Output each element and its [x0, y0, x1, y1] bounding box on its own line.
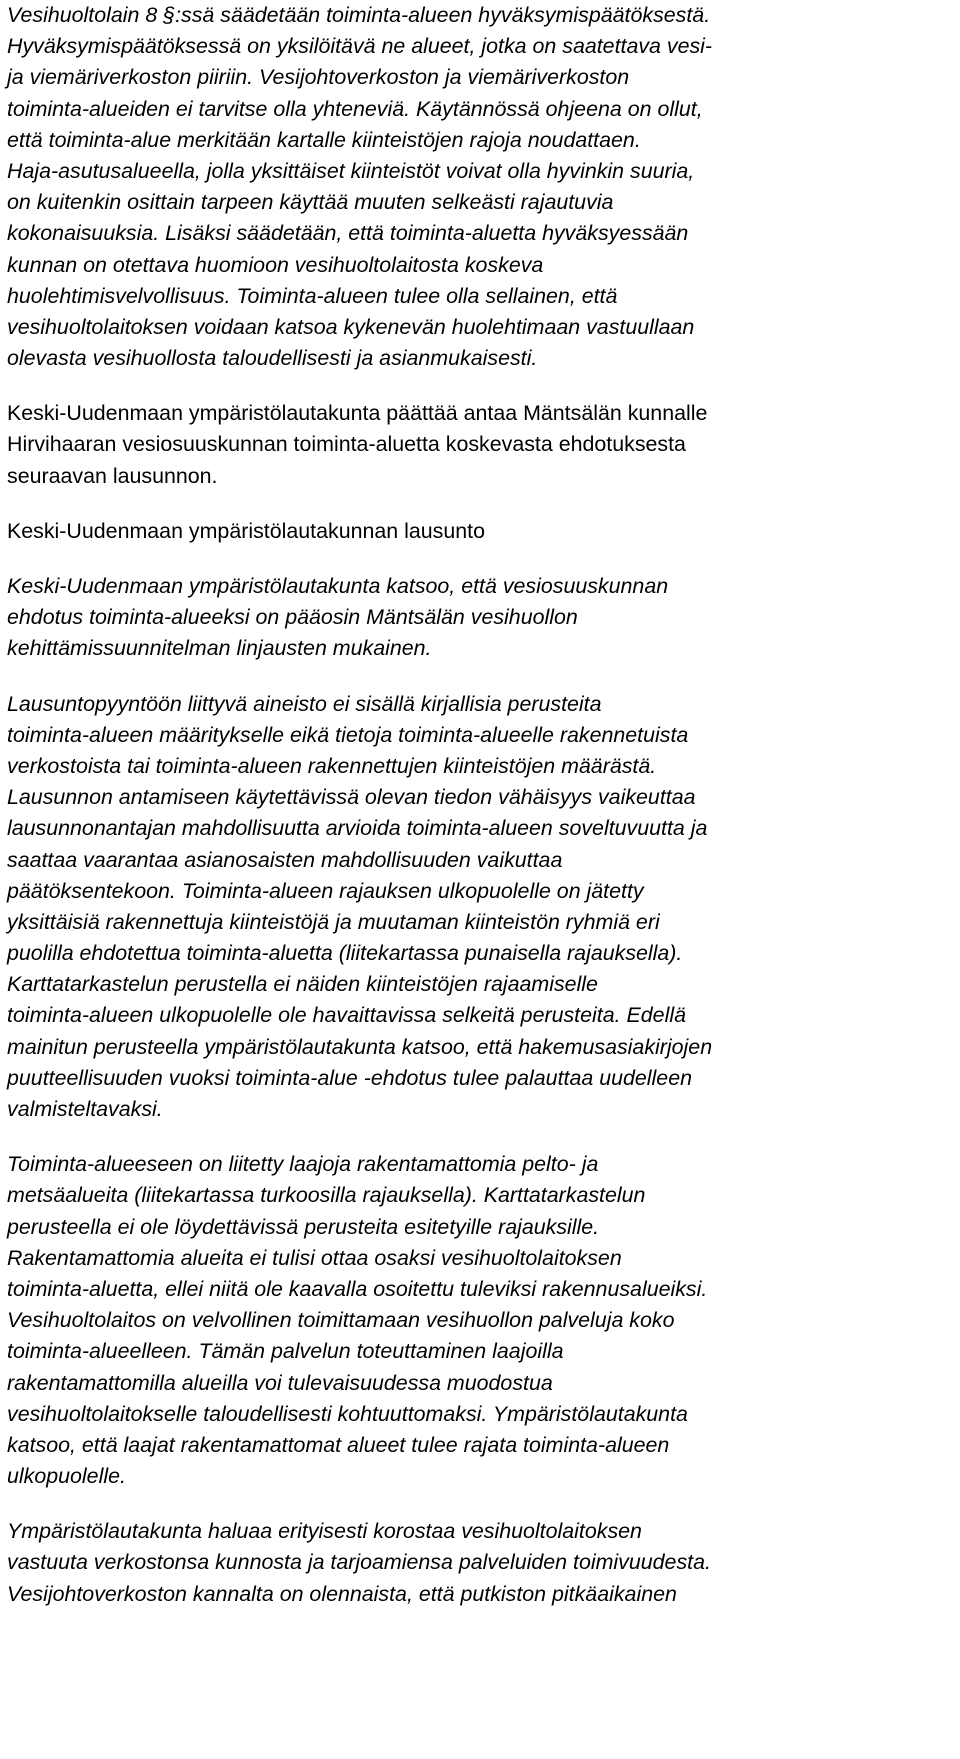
paragraph-water-supply-law [7, 0, 955, 374]
text-line: kunnan on otettava huomioon vesihuoltolaitosta koskeva [7, 252, 544, 277]
text-line: rakentamattomilla alueilla voi tulevaisuudessa muodostua [7, 1370, 553, 1395]
paragraph-gap [7, 547, 955, 571]
text-line: Ympäristölautakunta haluaa erityisesti korostaa vesihuoltolaitoksen [7, 1519, 642, 1544]
text-line: seuraavan lausunnon. [7, 463, 218, 488]
text-line: mainitun perusteella ympäristölautakunta katsoo, että hakemusasiakirjojen [7, 1034, 713, 1059]
text-line: on kuitenkin osittain tarpeen käyttää muuten selkeästi rajautuvia [7, 190, 614, 215]
text-line: ehdotus toiminta-alueeksi on pääosin Mäntsälän vesihuollon [7, 605, 578, 630]
text-line: toiminta-alueelleen. Tämän palvelun toteuttaminen laajoilla [7, 1339, 564, 1364]
text-line: perusteella ei ole löydettävissä perusteita esitetyille rajauksille. [7, 1214, 600, 1239]
text-line: Keski-Uudenmaan ympäristölautakunnan lausunto [7, 518, 486, 543]
text-line: ja viemäriverkoston piiriin. Vesijohtoverkoston ja viemäriverkoston [7, 65, 630, 90]
text-line: Keski-Uudenmaan ympäristölautakunta päättää antaa Mäntsälän kunnalle [7, 401, 708, 426]
text-line: Lausunnon antamiseen käytettävissä olevan tiedon vähäisyys vaikeuttaa [7, 785, 696, 810]
text-line: vesihuoltolaitokselle taloudellisesti kohtuuttomaksi. Ympäristölautakunta [7, 1401, 688, 1426]
text-line: verkostoista tai toiminta-alueen rakennettujen kiinteistöjen määrästä. [7, 753, 657, 778]
text-line: että toiminta-alue merkitään kartalle kiinteistöjen rajoja noudattaen. [7, 127, 641, 152]
paragraph-gap [7, 1492, 955, 1516]
text-line: Vesihuoltolain 8 §:ssä säädetään toiminta-alueen hyväksymispäätöksestä. [7, 3, 711, 27]
text-line: Lausuntopyyntöön liittyvä aineisto ei sisällä kirjallisia perusteita [7, 691, 602, 716]
text-line: olevasta vesihuollosta taloudellisesti ja asianmukaisesti. [7, 346, 538, 371]
text-line: Karttatarkastelun perustella ei näiden kiinteistöjen rajaamiselle [7, 972, 598, 997]
paragraph-decision [7, 398, 955, 492]
text-line: Rakentamattomia alueita ei tulisi ottaa osaksi vesihuoltolaitoksen [7, 1245, 622, 1270]
text-line: vastuuta verkostonsa kunnosta ja tarjoamiensa palveluiden toimivuudesta. [7, 1550, 711, 1575]
paragraph-gap [7, 1125, 955, 1149]
text-line: Hirvihaaran vesiosuuskunnan toiminta-aluetta koskevasta ehdotuksesta [7, 432, 686, 457]
text-line: lausunnonantajan mahdollisuutta arvioida toiminta-alueen soveltuvuutta ja [7, 816, 708, 841]
document-page [7, 0, 955, 1610]
text-line: kehittämissuunnitelman linjausten mukainen. [7, 636, 432, 661]
text-line: puolilla ehdotettua toiminta-aluetta (liitekartassa punaisella rajauksella). [7, 941, 683, 966]
text-line: toiminta-alueen määritykselle eikä tietoja toiminta-alueelle rakennetuista [7, 722, 689, 747]
text-line: Hyväksymispäätöksessä on yksilöitävä ne alueet, jotka on saatettava vesi- [7, 34, 713, 59]
paragraph-unbuilt-areas [7, 1149, 955, 1492]
paragraph-gap [7, 374, 955, 398]
text-line: saattaa vaarantaa asianosaisten mahdollisuuden vaikuttaa [7, 847, 563, 872]
text-line: Haja-asutusalueella, jolla yksittäiset kiinteistöt voivat olla hyvinkin suuria, [7, 158, 695, 183]
text-line: Vesihuoltolaitos on velvollinen toimittamaan vesihuollon palveluja koko [7, 1308, 675, 1333]
paragraph-statement-summary [7, 571, 955, 665]
paragraph-network-responsibility [7, 1516, 955, 1610]
paragraph-gap [7, 665, 955, 689]
text-line: Keski-Uudenmaan ympäristölautakunta katsoo, että vesiosuuskunnan [7, 574, 669, 598]
text-line: yksittäisiä rakennettuja kiinteistöjä ja muutaman kiinteistön ryhmiä eri [7, 909, 660, 934]
text-line: katsoo, että laajat rakentamattomat alueet tulee rajata toiminta-alueen [7, 1432, 670, 1457]
text-line: Vesijohtoverkoston kannalta on olennaista, että putkiston pitkäaikainen [7, 1581, 677, 1606]
text-line: kokonaisuuksia. Lisäksi säädetään, että toiminta-aluetta hyväksyessään [7, 221, 689, 246]
text-line: huolehtimisvelvollisuus. Toiminta-alueen tulee olla sellainen, että [7, 283, 618, 308]
text-line: toiminta-alueen ulkopuolelle ole havaittavissa selkeitä perusteita. Edellä [7, 1003, 686, 1028]
text-line: toiminta-aluetta, ellei niitä ole kaavalla osoitettu tuleviksi rakennusalueiksi. [7, 1276, 708, 1301]
text-line: vesihuoltolaitoksen voidaan katsoa kykenevän huolehtimaan vastuullaan [7, 314, 695, 339]
paragraph-missing-material [7, 689, 955, 1126]
text-line: Toiminta-alueeseen on liitetty laajoja rakentamattomia pelto- ja [7, 1152, 599, 1177]
text-line: toiminta-alueiden ei tarvitse olla yhteneviä. Käytännössä ohjeena on ollut, [7, 96, 703, 121]
text-line: päätöksentekoon. Toiminta-alueen rajauksen ulkopuolelle on jätetty [7, 878, 644, 903]
text-line: puutteellisuuden vuoksi toiminta-alue -ehdotus tulee palauttaa uudelleen [7, 1065, 692, 1090]
text-line: metsäalueita (liitekartassa turkoosilla rajauksella). Karttatarkastelun [7, 1183, 646, 1208]
text-line: valmisteltavaksi. [7, 1097, 163, 1121]
text-line: ulkopuolelle. [7, 1464, 126, 1489]
statement-heading [7, 516, 955, 547]
paragraph-gap [7, 492, 955, 516]
